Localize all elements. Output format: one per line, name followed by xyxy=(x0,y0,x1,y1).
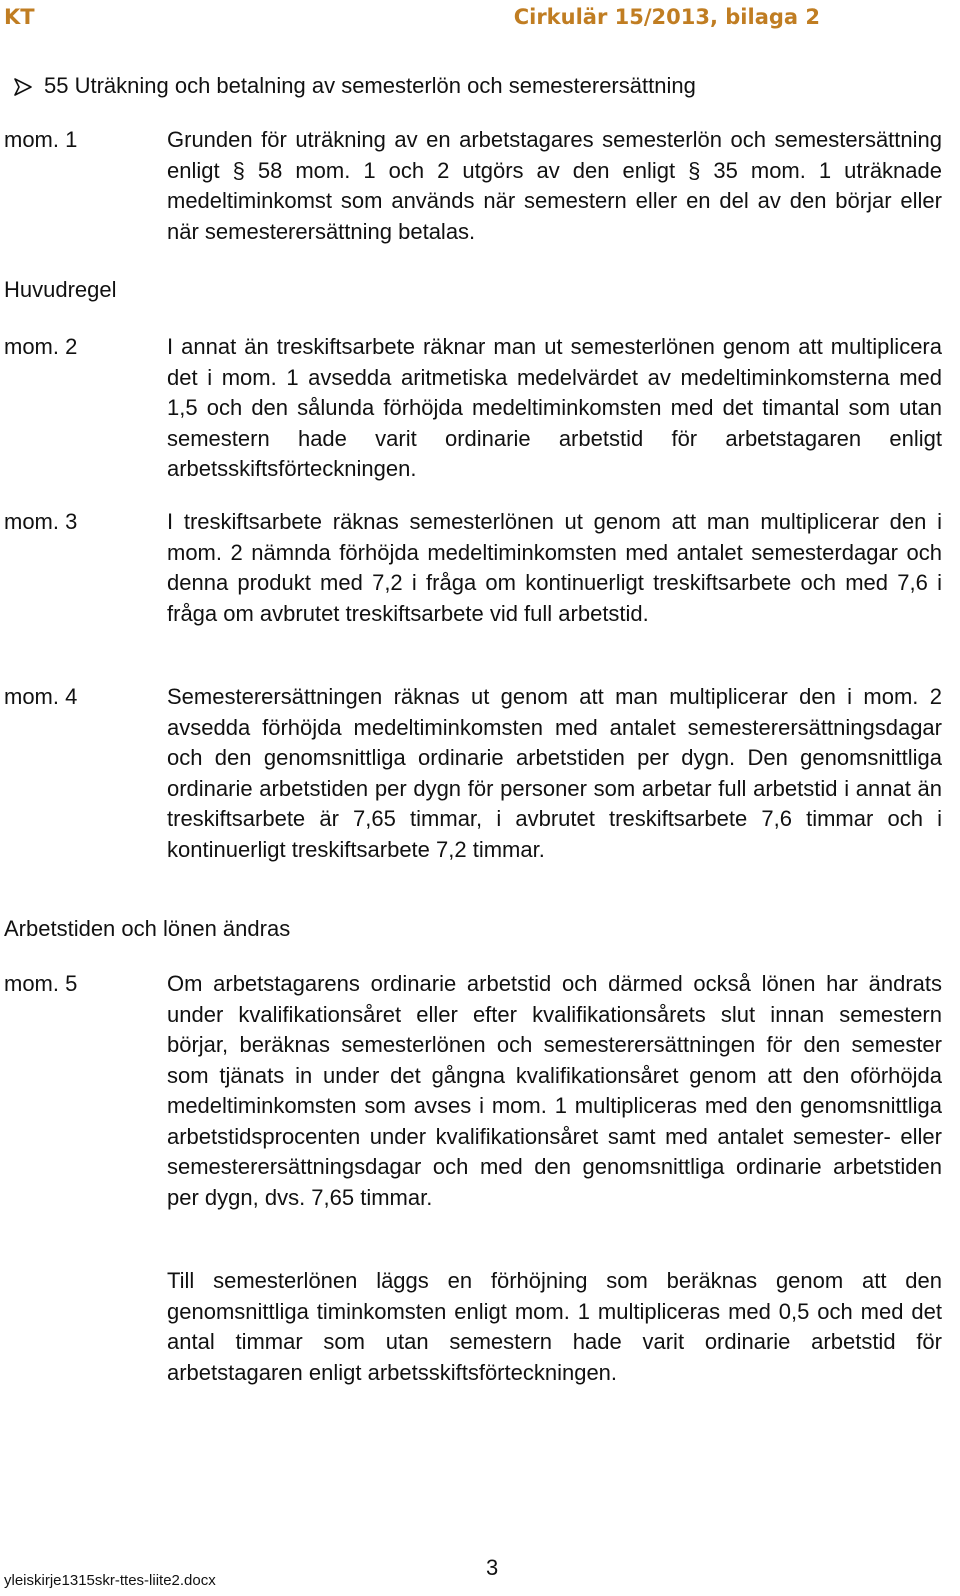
mom-3-label: mom. 3 xyxy=(4,509,78,534)
page-number: 3 xyxy=(486,1555,499,1580)
section-title: 55 Uträkning och betalning av semesterlön och semesterersättning xyxy=(44,73,696,98)
mom-4-text: Semesterersättningen räknas ut genom att man multiplicerar den i mom. 2 avsedda förhöjda medeltiminkomsten med antalet semesterersättningsdagar och den genomsnittliga ordinarie arbetstiden per dygn. Den genomsnittliga ordinarie arbetstiden per dygn för personer som arbetar full arbetstid i annat än treskiftsarbete är 7,65 timmar, i avbrutet treskiftsarbete 7,6 timmar och i kontinuerligt treskiftsarbete 7,2 timmar. xyxy=(167,684,942,862)
footer-filename: yleiskirje1315skr-ttes-liite2.docx xyxy=(4,1572,216,1589)
header-org-code: KT xyxy=(4,5,35,29)
mom-3-text: I treskiftsarbete räknas semesterlönen ut genom att man multiplicerar den i mom. 2 nämnda förhöjda medeltiminkomsten med antalet semesterdagar och denna produkt med 7,2 i fråga om kontinuerligt treskiftsarbete och med 7,6 i fråga om avbrutet treskiftsarbete vid full arbetstid. xyxy=(167,509,942,626)
arrow-bullet-icon xyxy=(12,76,34,105)
mom-5-supplement-text: Till semesterlönen läggs en förhöjning som beräknas genom att den genomsnittliga timinkomsten enligt mom. 1 multipliceras med 0,5 och med det antal timmar som utan semestern hade varit ordinarie arbetstid för arbetstagaren enligt arbetsskiftsförteckningen. xyxy=(167,1268,942,1385)
mom-1-text: Grunden för uträkning av en arbetstagares semesterlön och semestersättning enligt § 58 mom. 1 och 2 utgörs av den enligt § 35 mom. 1 uträknade medeltiminkomst som används när semestern eller en del av den börjar eller när semesterersättning betalas. xyxy=(167,127,942,244)
header-circular-ref: Cirkulär 15/2013, bilaga 2 xyxy=(513,5,820,29)
mom-2-label: mom. 2 xyxy=(4,334,78,359)
mom-4-label: mom. 4 xyxy=(4,684,78,709)
section-heading xyxy=(12,72,696,101)
mom-2-text: I annat än treskiftsarbete räknar man ut semesterlönen genom att multiplicera det i mom. 1 avsedda aritmetiska medelvärdet av medeltiminkomsterna med 1,5 och den sålunda förhöjda medeltiminkomsten med det timantal som utan semestern hade varit ordinarie arbetstid för arbetstagaren enligt arbetsskiftsförteckningen. xyxy=(167,334,942,481)
mom-1-label: mom. 1 xyxy=(4,127,78,152)
mom-5-text: Om arbetstagarens ordinarie arbetstid och därmed också lönen har ändrats under kvalifikationsåret eller efter kvalifikationsårets slut innan semestern börjar, beräknas semesterlönen och semesterersättningen för den semester som tjänats in under det gångna kvalifikationsåret genom att den oförhöjda medeltiminkomsten som avses i mom. 1 multipliceras med den genomsnittliga arbetstidsprocenten under kvalifikationsåret samt med antalet semester- eller semesterersättningsdagar och med den genomsnittliga ordinarie arbetstiden per dygn, dvs. 7,65 timmar. xyxy=(167,971,942,1210)
mom-5-label: mom. 5 xyxy=(4,971,78,996)
heading-hours-and-pay-change: Arbetstiden och lönen ändras xyxy=(4,916,291,941)
heading-main-rule: Huvudregel xyxy=(4,277,117,302)
